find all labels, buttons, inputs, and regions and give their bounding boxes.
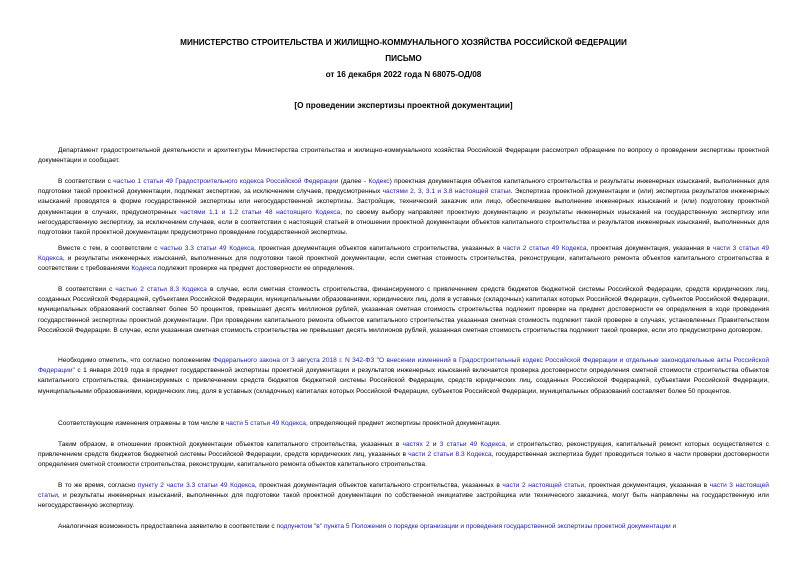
legal-reference-link[interactable]: Федерального закона от 3 августа 2018 г. N 342-ФЗ "О внесении изменений в Градостроительный кодекс Российской Федерации и отдельные законодательные акты Российской Федерации" — [38, 357, 769, 375]
paragraph-text: В соответствии с — [58, 286, 116, 293]
paragraph-text: В то же время, согласно — [58, 482, 138, 489]
paragraph-conclusion — [38, 440, 769, 471]
paragraph-text: , и результаты инженерных изысканий, выполненных для подготовки такой проектной документации по собственной инициативе застройщика или технического заказчика, могут быть направлены на государственную или негосударственную экспертизу. — [38, 492, 769, 510]
paragraph-text: , и строительство, реконструкция, капитальный ремонт которых осуществляется с привлечением средств бюджетов бюджетной системы Российской Федерации, средств юридических лиц, указанных в — [38, 441, 769, 459]
paragraph-article-49-part-5 — [38, 419, 769, 429]
document-type: ПИСЬМО — [385, 54, 422, 63]
paragraph-text: , по своему выбору направляет проектную документацию и результаты инженерных изысканий на государственную экспертизу или негосударственную экспертизу, за исключением случаев, если в соответствии с настоящей статьей в отношении проектной документации объектов капитального строительства и результатов инженерных изысканий, выполненных для подготовки такой проектной документации предусмотрено проведение государственной экспертизы. — [38, 208, 769, 237]
legal-reference-link[interactable]: части 3 статьи 49 Кодекса — [38, 245, 769, 263]
legal-reference-link[interactable]: частями 1.1 и 1.2 статьи 48 настоящего Кодекса — [180, 208, 341, 216]
legal-reference-link[interactable]: Кодекс — [368, 178, 390, 185]
paragraph-intro — [38, 146, 769, 166]
document-subject: [О проведении экспертизы проектной документации] — [294, 101, 513, 110]
paragraph-text: подлежит проверке на предмет достоверности ее определения. — [156, 265, 355, 273]
paragraph-article-8-3 — [38, 285, 769, 336]
legal-reference-link[interactable]: частью 2 статьи 8.3 Кодекса — [115, 286, 207, 293]
legal-reference-link[interactable]: частях 2 — [402, 441, 430, 448]
legal-reference-link[interactable]: части 2 статьи 8.3 Кодекса — [408, 451, 492, 459]
paragraph-federal-law-342 — [38, 356, 769, 397]
legal-reference-link[interactable]: части 5 статьи 49 Кодекса — [225, 420, 306, 427]
paragraph-voluntary-expertise — [38, 481, 769, 512]
paragraph-article-49-part-1 — [38, 177, 769, 238]
paragraph-text: (далее - — [338, 178, 369, 185]
legal-reference-link[interactable]: частью 1 статьи 49 Градостроительного кодекса Российской Федерации — [113, 178, 339, 185]
paragraph-text: , проектная документация объектов капитального строительства, указанных в — [254, 245, 503, 252]
legal-reference-link[interactable]: части 3 настоящей статьи — [38, 482, 769, 500]
legal-reference-link[interactable]: частями 2, 3, 3.1 и 3.8 настоящей статьи — [382, 188, 511, 196]
paragraph-text: В соответствии с — [58, 178, 114, 185]
legal-reference-link[interactable]: части 2 настоящей статьи — [502, 482, 585, 489]
paragraph-text: и — [429, 441, 440, 448]
paragraph-text: Департамент градостроительной деятельности и архитектуры Министерства строительства и жилищно-коммунального хозяйства Российской Федерации рассмотрел обращение по вопросу о проведении экспертизы проектной документации и сообщает. — [38, 147, 769, 165]
paragraph-text: , и результаты инженерных изысканий, выполненных для подготовки такой проектной документации, если сметная стоимость строительства, реконструкции, капитального ремонта объектов капитального строительства в соответствии с требованиями — [38, 255, 769, 273]
legal-reference-link[interactable]: подпунктом "в" пункта 5 Положения о порядке организации и проведения государственной экспертизы проектной документации и — [276, 523, 677, 530]
paragraph-text: , определяющей предмет экспертизы проектной документации. — [305, 420, 501, 427]
paragraph-text: Необходимо отметить, что согласно положениям — [58, 357, 213, 364]
legal-reference-link[interactable]: частью 3.3 статьи 49 Кодекса — [160, 245, 255, 252]
paragraph-text: , проектная документация, указанная в — [584, 482, 710, 489]
ministry-heading: МИНИСТЕРСТВО СТРОИТЕЛЬСТВА И ЖИЛИЩНО-КОММУНАЛЬНОГО ХОЗЯЙСТВА РОССИЙСКОЙ ФЕДЕРАЦИИ — [180, 38, 627, 47]
paragraph-text: . Экспертиза проектной документации и (или) экспертиза результатов инженерных изысканий проводятся в форме государственной экспертизы или негосударственной экспертизы. Застройщик, технический заказчик или лицо, обеспечившее выполнение инженерных изысканий и (или) подготовку проектной документации в случаях, предусмотренных — [38, 188, 769, 216]
paragraph-analogous-possibility — [38, 522, 769, 532]
paragraph-text: , проектная документация объектов капитального строительства, указанных в — [254, 482, 503, 489]
paragraph-text: с 1 января 2019 года в предмет государственной экспертизы проектной документации и результатов инженерных изысканий включается проверка достоверности определения сметной стоимости строительства объектов капитального строительства, финансируемых с привлечением средств бюджетов бюджетной системы Российской Федерации, средств юридических лиц, созданных Российской Федерацией, субъектами Российской Федерации, муниципальными образованиями, юридических лиц, доля в уставных (складочных) капиталах которых Российской Федерации, субъектов Российской Федерации, муниципальных образований составляет более 50 процентов. — [38, 367, 769, 395]
paragraph-article-49-part-3-3 — [38, 244, 769, 275]
paragraph-text: ) проектная документация объектов капитального строительства и результаты инженерных изысканий, выполненных для подготовки такой проектной документации, подлежат экспертизе, за исключением случаев, предусмотренных — [38, 178, 769, 196]
paragraph-text: Соответствующие изменения отражены в том числе в — [58, 420, 226, 427]
legal-reference-link[interactable]: Кодекса — [131, 265, 157, 273]
paragraph-text: , проектная документация, указанная в — [586, 245, 713, 252]
paragraph-text: в случае, если сметная стоимость строительства, финансируемого с привлечением средств бюджетов бюджетной системы Российской Федерации, средств юридических лиц, созданных Российской Федерацией, субъектами Российской Федерации, муниципальными образованиями, юридических лиц, доля в уставных (складочных) капиталах которых Российской Федерации, субъектов Российской Федерации, муниципальных образований составляет более 50 процентов, превышает десять миллионов рублей, указанная сметная стоимость строительства подлежит проверке на предмет достоверности ее определения в ходе проведения государственной экспертизы проектной документации. При проведении капитального ремонта объектов капитального строительства указанная сметная стоимость подлежит такой проверке в случаях, установленных Правительством Российской Федерации. В случае, если указанная сметная стоимость строительства не превышает десять миллионов рублей, указанная сметная стоимость строительства подлежит такой проверке, если это предусмотрено договором. — [38, 286, 769, 334]
document-date-number: от 16 декабря 2022 года N 68075-ОД/08 — [325, 70, 482, 79]
legal-reference-link[interactable]: пункту 2 части 3.3 статьи 49 Кодекса — [137, 482, 255, 489]
legal-reference-link[interactable]: части 2 статьи 49 Кодекса — [502, 245, 587, 252]
paragraph-text: Вместе с тем, в соответствии с — [58, 245, 161, 252]
paragraph-text: , государственная экспертиза будет проводиться только в части проверки достоверности определения сметной стоимости строительства, реконструкции, капитального ремонта объектов капитального строительства. — [38, 451, 769, 469]
legal-reference-link[interactable]: 3 статьи 49 Кодекса — [439, 441, 506, 448]
paragraph-text: Таким образом, в отношении проектной документации объектов капитального строительства, указанных в — [58, 441, 403, 448]
paragraph-text: Аналогичная возможность предоставлена заявителю в соответствии с — [58, 523, 277, 530]
